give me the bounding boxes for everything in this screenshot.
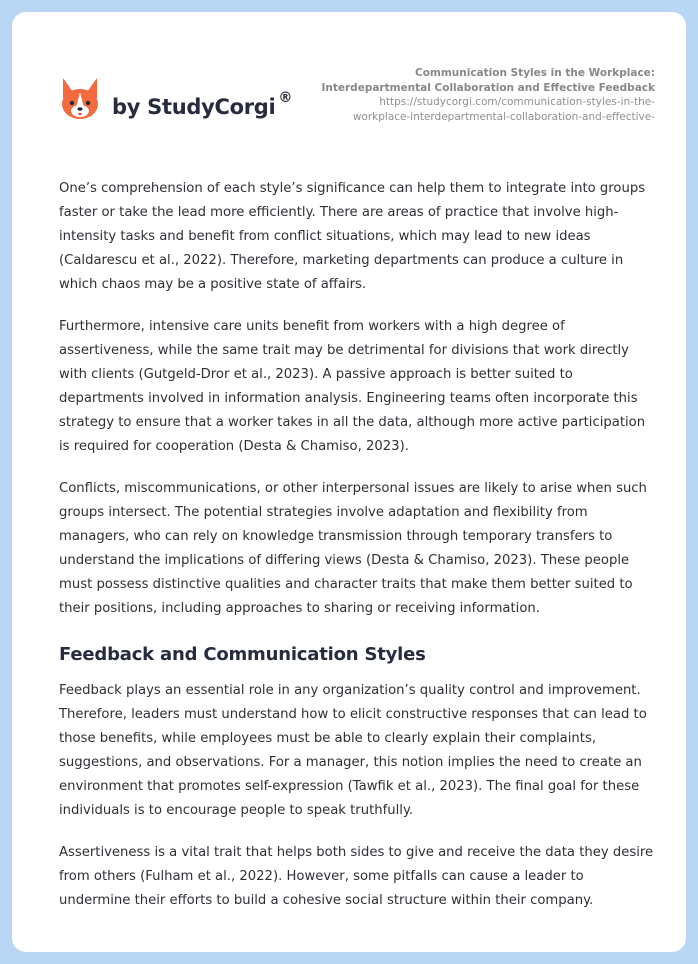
- document-page: [12, 12, 686, 952]
- document-body: [59, 177, 659, 931]
- body-paragraph-2: Furthermore, intensive care units benefit from workers with a high degree of assertiveness, while the same trait may be detrimental for divisions that work directly with clients (Gutgeld-Dror et al., 2023). A passive approach is better suited to departments involved in information analysis. Engineering teams often incorporate this strategy to ensure that a worker takes in all the data, although more active participation is required for cooperation (Desta & Chamiso, 2023).: [59, 319, 646, 454]
- body-paragraph-1: One’s comprehension of each style’s significance can help them to integrate into groups faster or take the lead more efficiently. There are areas of practice that involve high-intensity tasks and benefit from conflict situations, which may lead to new ideas (Caldarescu et al., 2022). Therefore, marketing departments can produce a culture in which chaos may be a positive state of affairs.: [59, 181, 646, 292]
- brand-label: by StudyCorgi: [112, 95, 276, 119]
- document-meta: [295, 66, 655, 124]
- page-header: [12, 12, 686, 142]
- body-paragraph-4: Feedback plays an essential role in any organization’s quality control and improvement. Therefore, leaders must understand how to elicit constructive responses that can lead to those benefits, while employees must be able to clearly explain their complaints, suggestions, and observations. For a manager, this notion implies the need to create an environment that promotes self-expression (Tawfik et al., 2023). The final goal for these individuals is to encourage people to speak truthfully.: [59, 683, 647, 818]
- document-url-line-2[interactable]: workplace-interdepartmental-collaboration-and-effective-: [352, 110, 655, 123]
- document-title-line-1: Communication Styles in the Workplace:: [414, 67, 655, 79]
- section-heading: Feedback and Communication Styles: [59, 644, 426, 665]
- document-url-line-1[interactable]: https://studycorgi.com/communication-styles-in-the-: [379, 96, 655, 108]
- body-paragraph-5: Assertiveness is a vital trait that helps both sides to give and receive the data they desire from others (Fulham et al., 2022). However, some pitfalls can cause a leader to undermine their efforts to build a cohesive social structure within their company.: [59, 845, 654, 908]
- brand-name[interactable]: [112, 90, 293, 119]
- registered-mark: ®: [278, 90, 293, 106]
- document-title-line-2: Interdepartmental Collaboration and Effective Feedback: [321, 81, 655, 94]
- corgi-logo-icon: [59, 76, 101, 122]
- body-paragraph-3: Conflicts, miscommunications, or other interpersonal issues are likely to arise when such groups intersect. The potential strategies involve adaptation and flexibility from managers, who can rely on knowledge transmission through temporary transfers to understand the implications of differing views (Desta & Chamiso, 2023). These people must possess distinctive qualities and character traits that make them better suited to their positions, including approaches to sharing or receiving information.: [59, 481, 647, 616]
